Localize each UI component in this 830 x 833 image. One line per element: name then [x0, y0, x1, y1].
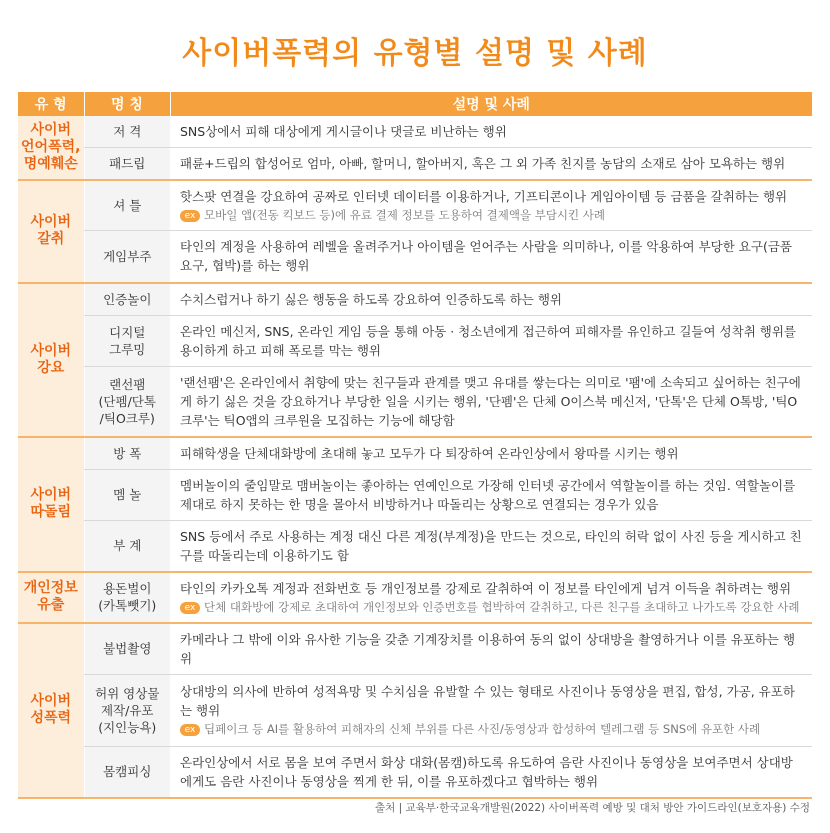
desc-cell: '랜선팸'은 온라인에서 취향에 맞는 친구들과 관계를 맺고 유대를 쌓는다는 의미로 '팸'에 소속되고 싶어하는 친구에게 하기 싫은 것을 강요하거나 부당한 일을 시키는 행위, '단펨'은 단체 O이스북 메신저, '단톡'은 단체 O톡방, '틱O크루'는 틱O앱의 크루원을 모집하는 기능에 해당함 — [170, 366, 812, 437]
table-row — [18, 180, 812, 231]
type-label: 사이버 언어폭력, 명예훼손 — [18, 116, 84, 180]
name-cell: 랜선팸 (단펨/단톡 /틱O크루) — [84, 366, 170, 437]
source-citation: 출처 | 교육부·한국교육개발원(2022) 사이버폭력 예방 및 대처 방안 가이드라인(보호자용) 수정 — [374, 802, 810, 814]
table-row — [18, 572, 812, 623]
name-cell: 셔 틀 — [84, 180, 170, 231]
desc-cell — [170, 674, 812, 746]
desc-text: 상대방의 의사에 반하여 성적욕망 및 수치심을 유발할 수 있는 형태로 사진이나 동영상을 편집, 합성, 가공, 유포하는 행위 — [180, 684, 795, 718]
table-header-row — [18, 92, 812, 116]
desc-cell: 패륜+드립의 합성어로 엄마, 아빠, 할머니, 할아버지, 혹은 그 외 가족 친지를 농담의 소재로 삼아 모욕하는 행위 — [170, 148, 812, 181]
name-cell: 게임부주 — [84, 231, 170, 283]
table-row — [18, 469, 812, 520]
type-label: 사이버 강요 — [18, 283, 84, 437]
desc-cell: 피해학생을 단체대화방에 초대해 놓고 모두가 다 퇴장하여 온라인상에서 왕따를 시키는 행위 — [170, 437, 812, 470]
name-cell: 멤 놀 — [84, 469, 170, 520]
desc-text: 타인의 카카오톡 계정과 전화번호 등 개인정보를 강제로 갈취하여 이 정보를 타인에게 넘겨 이득을 취하려는 행위 — [180, 580, 792, 596]
name-cell: 몸캠피싱 — [84, 746, 170, 798]
name-cell: 부 계 — [84, 520, 170, 572]
desc-cell: SNS상에서 피해 대상에게 게시글이나 댓글로 비난하는 행위 — [170, 116, 812, 148]
type-label: 사이버 갈취 — [18, 180, 84, 283]
name-cell: 방 폭 — [84, 437, 170, 470]
desc-cell: SNS 등에서 주로 사용하는 계정 대신 다른 계정(부계정)을 만드는 것으로, 타인의 허락 없이 사진 등을 게시하고 친구를 따돌리는데 이용하기도 함 — [170, 520, 812, 572]
page-title: 사이버폭력의 유형별 설명 및 사례 — [182, 36, 648, 71]
table-row — [18, 231, 812, 283]
ex-badge: ex — [180, 210, 200, 222]
desc-cell: 카메라나 그 밖에 이와 유사한 기능을 갖춘 기계장치를 이용하여 동의 없이 상대방을 촬영하거나 이를 유포하는 행위 — [170, 623, 812, 675]
header-desc: 설명 및 사례 — [170, 92, 812, 116]
table-row — [18, 746, 812, 798]
name-cell: 용돈벌이 (카톡뺏기) — [84, 572, 170, 623]
table-row — [18, 315, 812, 366]
type-label: 개인정보 유출 — [18, 572, 84, 623]
ex-badge: ex — [180, 602, 200, 614]
desc-cell — [170, 180, 812, 231]
name-cell: 인증놀이 — [84, 283, 170, 316]
cyberbullying-types-table — [18, 92, 812, 799]
table-row — [18, 283, 812, 316]
type-label: 사이버 성폭력 — [18, 623, 84, 798]
desc-cell: 수치스럽거나 하기 싫은 행동을 하도록 강요하여 인증하도록 하는 행위 — [170, 283, 812, 316]
table-row — [18, 366, 812, 437]
table-row — [18, 116, 812, 148]
name-cell: 디지털 그루밍 — [84, 315, 170, 366]
desc-text: 핫스팟 연결을 강요하여 공짜로 인터넷 데이터를 이용하거나, 기프티콘이나 게임아이템 등 금품을 갈취하는 행위 — [180, 189, 788, 204]
desc-cell: 타인의 계정을 사용하여 레벨을 올려주거나 아이템을 얻어주는 사람을 의미하나, 이를 악용하여 부당한 요구(금품요구, 협박)를 하는 행위 — [170, 231, 812, 283]
table-row — [18, 148, 812, 181]
name-cell: 불법촬영 — [84, 623, 170, 675]
example-line — [180, 720, 802, 738]
table-row — [18, 674, 812, 746]
name-cell: 저 격 — [84, 116, 170, 148]
table-row — [18, 520, 812, 572]
ex-badge: ex — [180, 724, 200, 736]
desc-cell — [170, 572, 812, 623]
example-text: 단체 대화방에 강제로 초대하여 개인정보와 인증번호를 협박하여 갈취하고, 다른 친구를 초대하고 나가도록 강요한 사례 — [204, 599, 800, 614]
table-row — [18, 437, 812, 470]
desc-cell: 멤버놀이의 줄임말로 맴버놀이는 좋아하는 연예인으로 가장해 인터넷 공간에서 역할놀이를 하는 것임. 역할놀이를 제대로 하지 못하는 한 명을 몰아서 비방하거나 따돌리는 상황으로 연결되는 경우가 있음 — [170, 469, 812, 520]
name-cell: 허위 영상물 제작/유포 (지인능욕) — [84, 674, 170, 746]
example-text: 딥페이크 등 AI를 활용하여 피해자의 신체 부위를 다른 사진/동영상과 합성하여 텔레그램 등 SNS에 유포한 사례 — [204, 722, 761, 736]
example-line — [180, 206, 802, 224]
type-label: 사이버 따돌림 — [18, 437, 84, 572]
header-name: 명 칭 — [84, 92, 170, 116]
name-cell: 패드립 — [84, 148, 170, 181]
header-type: 유 형 — [18, 92, 84, 116]
desc-cell: 온라인상에서 서로 몸을 보여 주면서 화상 대화(몸캠)하도록 유도하여 음란 사진이나 동영상을 보여주면서 상대방에게도 음란 사진이나 동영상을 찍게 한 뒤, 이를 유포하겠다고 협박하는 행위 — [170, 746, 812, 798]
desc-cell: 온라인 메신저, SNS, 온라인 게임 등을 통해 아동 · 청소년에게 접근하여 피해자를 유인하고 길들여 성착취 행위를 용이하게 하고 피해 폭로를 막는 행위 — [170, 315, 812, 366]
example-line — [180, 598, 802, 616]
example-text: 모바일 앱(전동 킥보드 등)에 유료 결제 정보를 도용하여 결제액을 부담시킨 사례 — [204, 208, 606, 222]
table-row — [18, 623, 812, 675]
